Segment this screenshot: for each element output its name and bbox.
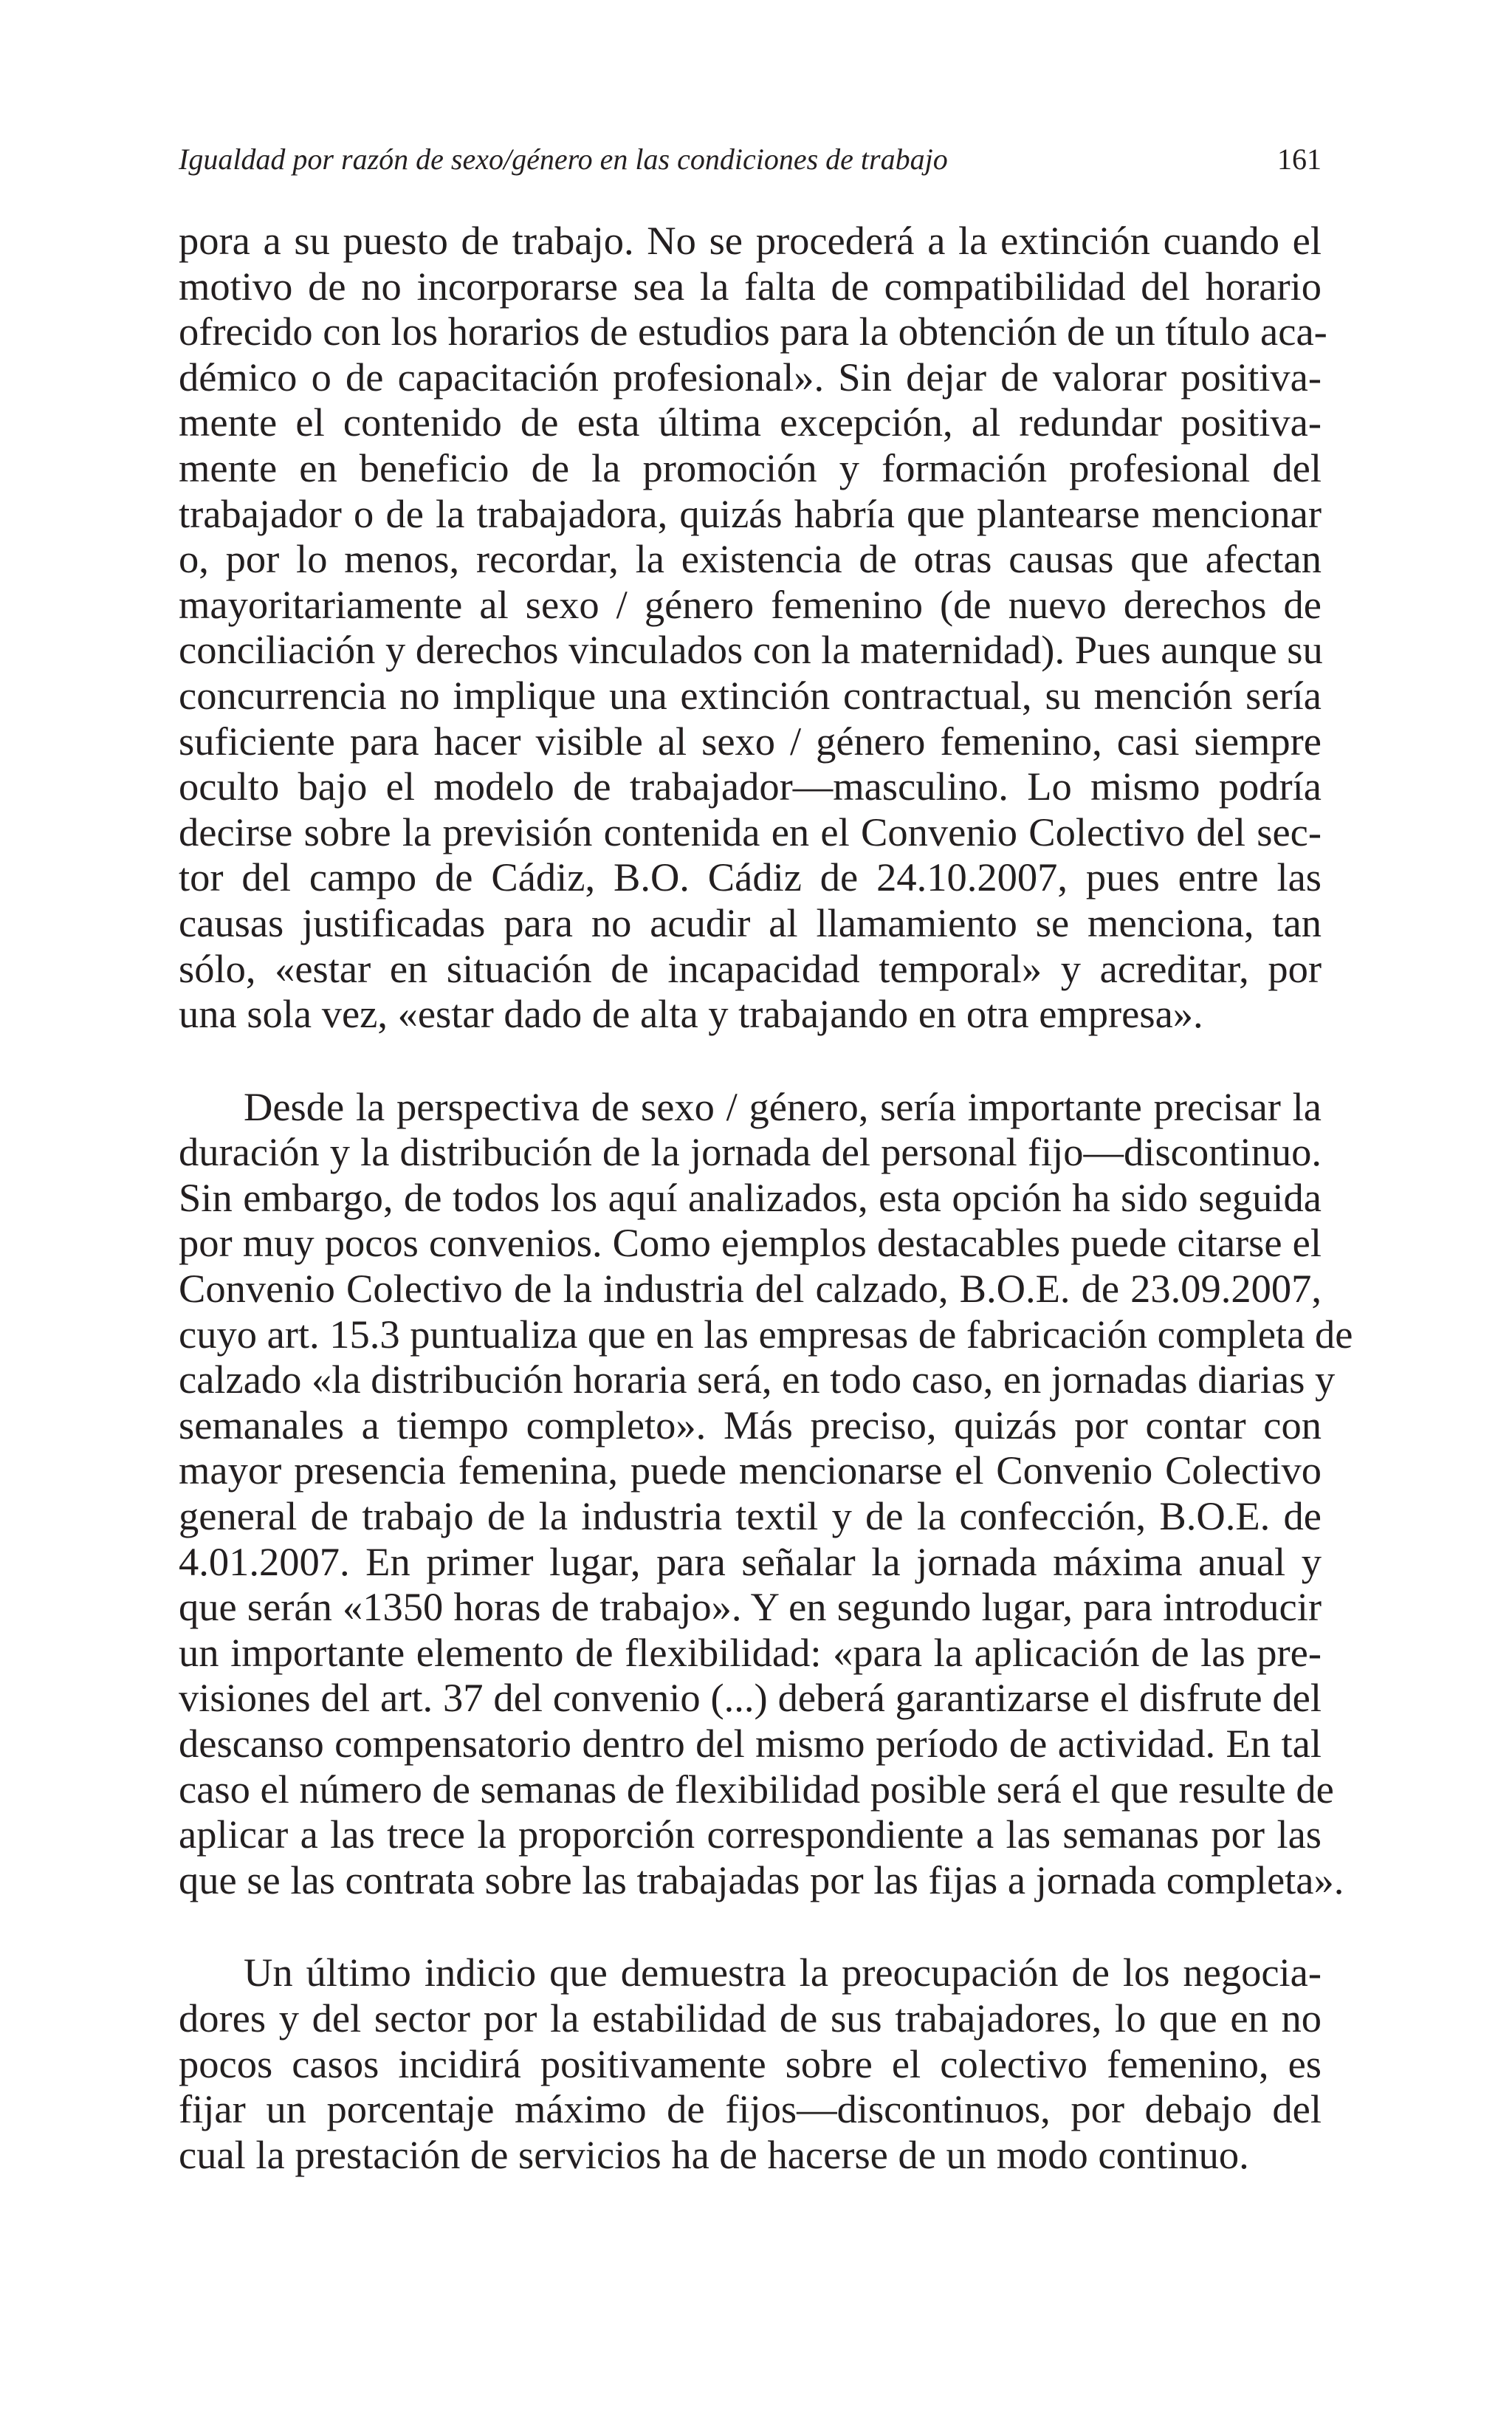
text-line: una sola vez, «estar dado de alta y trabajando en otra empresa». xyxy=(179,991,1203,1037)
text-line: dores y del sector por la estabilidad de sus trabajadores, lo que en no xyxy=(179,1995,1322,2041)
text-line: mente en beneficio de la promoción y formación profesional del xyxy=(179,445,1322,490)
text-line: oculto bajo el modelo de trabajador—masculino. Lo mismo podría xyxy=(179,764,1322,809)
paragraph xyxy=(179,1083,1353,1903)
text-line: mente el contenido de esta última excepción, al redundar positiva- xyxy=(179,400,1322,445)
text-line: suficiente para hacer visible al sexo / género femenino, casi siempre xyxy=(179,718,1322,764)
running-head xyxy=(179,137,1322,182)
text-line: trabajador o de la trabajadora, quizás habría que plantearse mencionar xyxy=(179,490,1322,536)
text-line: por muy pocos convenios. Como ejemplos destacables puede citarse el xyxy=(179,1220,1322,1266)
text-line: Un último indicio que demuestra la preocupación de los negocia- xyxy=(244,1950,1322,1995)
text-line: cuyo art. 15.3 puntualiza que en las empresas de fabricación completa de xyxy=(179,1311,1353,1357)
text-line: concurrencia no implique una extinción contractual, su mención sería xyxy=(179,672,1322,718)
text-line: visiones del art. 37 del convenio (...) deberá garantizarse el disfrute del xyxy=(179,1675,1322,1721)
text-line: mayor presencia femenina, puede mencionarse el Convenio Colectivo xyxy=(179,1447,1322,1493)
text-line: Desde la perspectiva de sexo / género, sería importante precisar la xyxy=(244,1083,1322,1129)
text-line: conciliación y derechos vinculados con la maternidad). Pues aunque su xyxy=(179,627,1323,673)
text-line: duración y la distribución de la jornada del personal fijo—discontinuo. xyxy=(179,1129,1322,1175)
text-line: general de trabajo de la industria textil y de la confección, B.O.E. de xyxy=(179,1493,1322,1539)
text-line: mayoritariamente al sexo / género femenino (de nuevo derechos de xyxy=(179,581,1322,627)
text-line: Convenio Colectivo de la industria del calzado, B.O.E. de 23.09.2007, xyxy=(179,1266,1322,1312)
paragraph xyxy=(179,218,1327,1037)
text-line: causas justificadas para no acudir al llamamiento se menciona, tan xyxy=(179,900,1322,945)
text-line: motivo de no incorporarse sea la falta de compatibilidad del horario xyxy=(179,263,1322,309)
text-line: semanales a tiempo completo». Más preciso, quizás por contar con xyxy=(179,1402,1322,1447)
running-head-title: Igualdad por razón de sexo/género en las condiciones de trabajo xyxy=(179,143,948,176)
text-line: decirse sobre la previsión contenida en el Convenio Colectivo del sec- xyxy=(179,809,1322,854)
text-line: calzado «la distribución horaria será, en todo caso, en jornadas diarias y xyxy=(179,1357,1336,1402)
text-line: descanso compensatorio dentro del mismo período de actividad. En tal xyxy=(179,1721,1322,1766)
text-line: o, por lo menos, recordar, la existencia de otras causas que afectan xyxy=(179,536,1322,582)
text-line: démico o de capacitación profesional». Sin dejar de valorar positiva- xyxy=(179,354,1322,400)
text-line: ofrecido con los horarios de estudios para la obtención de un título aca- xyxy=(179,309,1327,354)
text-line: 4.01.2007. En primer lugar, para señalar la jornada máxima anual y xyxy=(179,1538,1322,1584)
text-line: un importante elemento de flexibilidad: «para la aplicación de las pre- xyxy=(179,1629,1322,1675)
text-line: que serán «1350 horas de trabajo». Y en segundo lugar, para introducir xyxy=(179,1584,1322,1630)
text-line: aplicar a las trece la proporción correspondiente a las semanas por las xyxy=(179,1812,1322,1857)
body-text xyxy=(179,218,1353,2177)
text-line: sólo, «estar en situación de incapacidad temporal» y acreditar, por xyxy=(179,945,1322,991)
text-line: caso el número de semanas de flexibilidad posible será el que resulte de xyxy=(179,1766,1334,1812)
text-line: fijar un porcentaje máximo de fijos—discontinuos, por debajo del xyxy=(179,2086,1322,2132)
text-line: pora a su puesto de trabajo. No se procederá a la extinción cuando el xyxy=(179,218,1322,263)
text-line: Sin embargo, de todos los aquí analizados, esta opción ha sido seguida xyxy=(179,1174,1322,1220)
text-line: que se las contrata sobre las trabajadas por las fijas a jornada completa». xyxy=(179,1857,1344,1902)
text-line: cual la prestación de servicios ha de hacerse de un modo continuo. xyxy=(179,2131,1249,2177)
text-line: tor del campo de Cádiz, B.O. Cádiz de 24.10.2007, pues entre las xyxy=(179,854,1322,900)
paragraph xyxy=(179,1950,1322,2177)
page-number: 161 xyxy=(1277,143,1322,176)
text-line: pocos casos incidirá positivamente sobre el colectivo femenino, es xyxy=(179,2041,1322,2086)
